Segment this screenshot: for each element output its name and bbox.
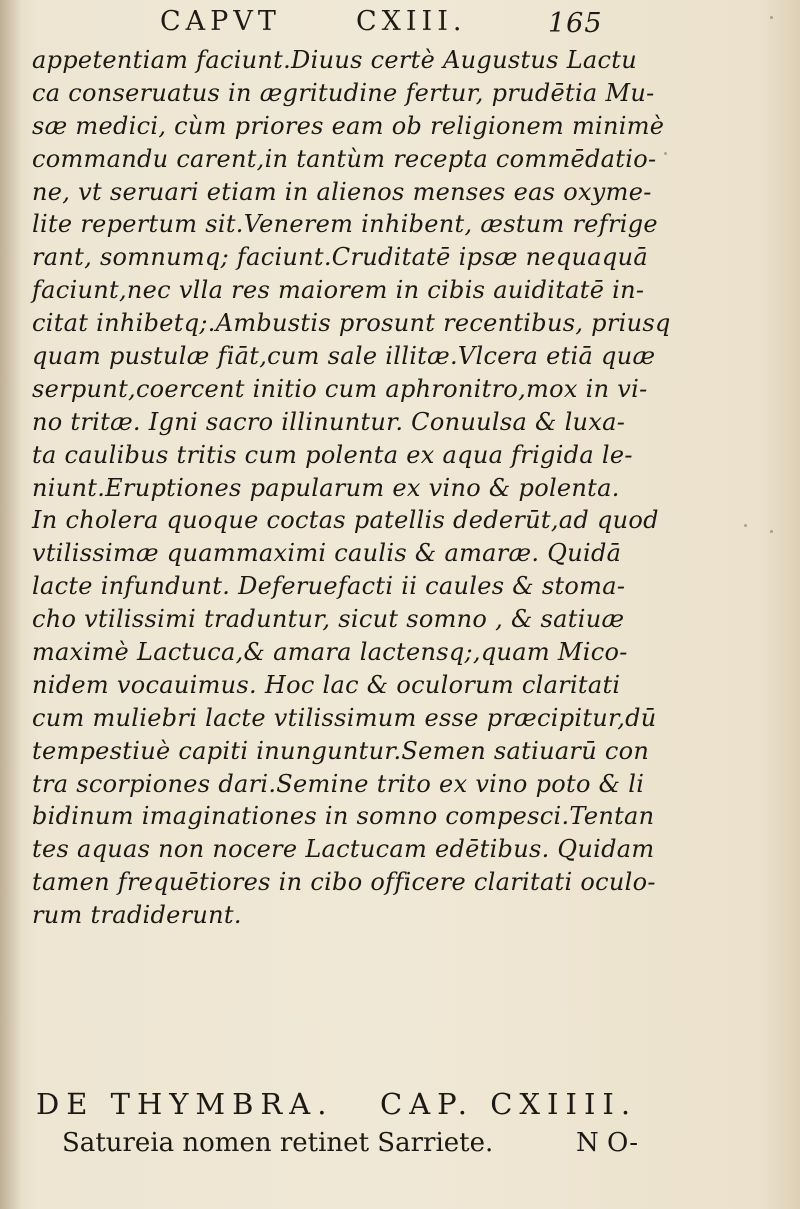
running-head bbox=[160, 6, 640, 42]
text-line: rant, somnumq; faciunt.Cruditatē ipsæ nequaquā bbox=[32, 243, 648, 272]
text-line: tes aquas non nocere Lactucam edētibus. Quidam bbox=[32, 835, 655, 864]
text-line: tamen frequētiores in cibo officere claritati oculo- bbox=[32, 868, 656, 897]
text-line: maximè Lactuca,& amara lactensq;,quam Mico- bbox=[32, 638, 628, 667]
text-line: citat inhibetq;.Ambustis prosunt recentibus, priusq bbox=[32, 309, 671, 338]
paper-speck bbox=[770, 530, 773, 533]
paper-speck bbox=[770, 16, 773, 19]
text-line: lacte infundunt. Deferuefacti ii caules & stoma- bbox=[32, 572, 626, 601]
text-line: tra scorpiones dari.Semine trito ex vino poto & li bbox=[32, 769, 645, 798]
text-line: serpunt,coercent initio cum aphronitro,mox in vi- bbox=[32, 374, 648, 403]
page-number: 165 bbox=[548, 8, 603, 39]
chapter-opening-text: Satureia nomen retinet Sarriete. bbox=[62, 1128, 494, 1158]
text-line: nidem vocauimus. Hoc lac & oculorum claritati bbox=[32, 670, 621, 699]
paper-speck bbox=[664, 152, 667, 155]
text-line: commandu carent,in tantùm recepta commēdatio- bbox=[32, 144, 657, 173]
text-line: quam pustulæ fiāt,cum sale illitæ.Vlcera etiā quæ bbox=[32, 342, 656, 371]
text-line: niunt.Eruptiones papularum ex vino & polenta. bbox=[32, 473, 620, 502]
text-line: sæ medici, cùm priores eam ob religionem minimè bbox=[32, 111, 665, 140]
gutter-shadow bbox=[0, 0, 22, 1209]
text-line: no tritæ. Igni sacro illinuntur. Conuulsa & luxa- bbox=[32, 407, 626, 436]
chapter-heading-title: DE THYMBRA. bbox=[36, 1087, 334, 1121]
paper-speck bbox=[744, 524, 747, 527]
chapter-heading bbox=[36, 1087, 676, 1127]
text-line: ta caulibus tritis cum polenta ex aqua frigida le- bbox=[32, 440, 633, 469]
text-line: In cholera quoque coctas patellis dederūt,ad quod bbox=[32, 506, 659, 535]
text-line: bidinum imaginationes in somno compesci.Tentan bbox=[32, 802, 655, 831]
chapter-first-line bbox=[62, 1128, 682, 1164]
catchword: N O- bbox=[576, 1128, 639, 1158]
text-line: appetentiam faciunt.Diuus certè Augustus Lactu bbox=[32, 46, 637, 74]
text-line: lite repertum sit.Venerem inhibent, æstum refrige bbox=[32, 210, 658, 239]
text-line: cum muliebri lacte vtilissimum esse præcipitur,dū bbox=[32, 703, 657, 732]
text-line: rum tradiderunt. bbox=[32, 901, 242, 930]
running-head-title: CAPVT bbox=[160, 6, 281, 37]
text-line: cho vtilissimi traduntur, sicut somno , & satiuæ bbox=[32, 605, 625, 634]
text-line: tempestiuè capiti inunguntur.Semen satiuarū con bbox=[32, 736, 650, 765]
chapter-heading-number: CAP. CXIIII. bbox=[380, 1087, 638, 1121]
body-text bbox=[32, 44, 671, 932]
text-line: faciunt,nec vlla res maiorem in cibis auiditatē in- bbox=[32, 276, 645, 305]
text-line: vtilissimæ quammaximi caulis & amaræ. Quidā bbox=[32, 539, 622, 568]
text-line: ne, vt seruari etiam in alienos menses eas oxyme- bbox=[32, 177, 652, 206]
text-line: ca conseruatus in ægritudine fertur, prudētia Mu- bbox=[32, 78, 655, 107]
running-head-chapter: CXIII. bbox=[356, 6, 467, 37]
